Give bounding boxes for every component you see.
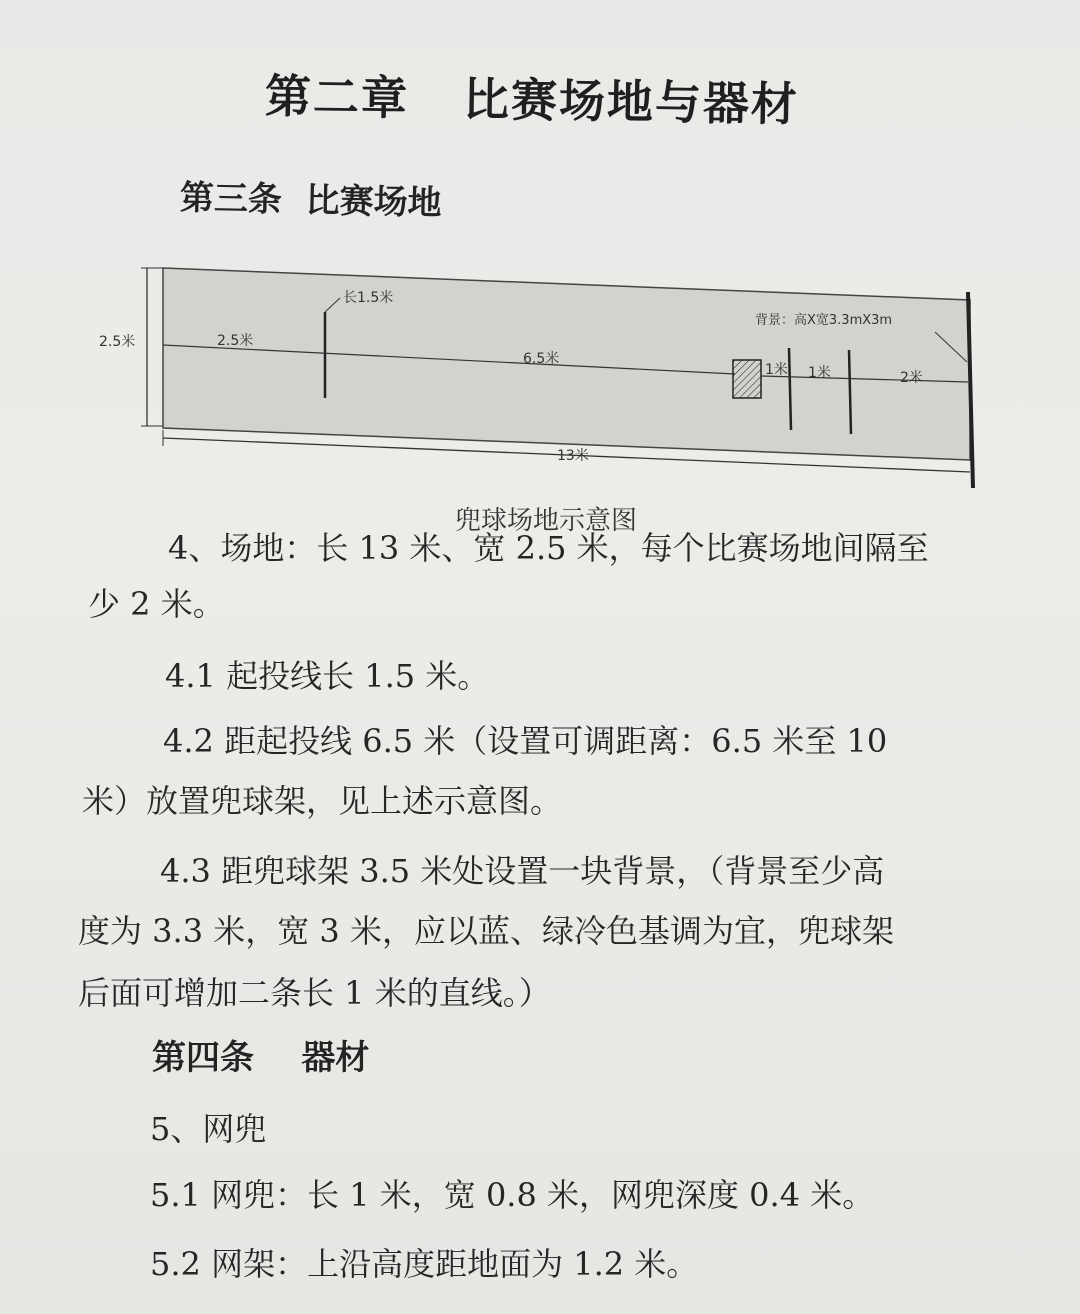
paragraph-4-line-2: 少 2 米。 — [88, 585, 225, 623]
segment-5-label: 2米 — [900, 370, 923, 386]
item-5: 5、网兜 — [150, 1110, 267, 1148]
chapter-title: 第二章 比赛场地与器材 — [264, 69, 800, 132]
segment-1-label: 2.5米 — [217, 333, 254, 349]
court-diagram — [95, 250, 1005, 490]
paragraph-4-3-line-1: 4.3 距兜球架 3.5 米处设置一块背景，（背景至少高 — [160, 852, 885, 890]
backdrop-label: 背景：高X宽3.3mX3m — [755, 313, 893, 328]
item-5-2: 5.2 网架：上沿高度距地面为 1.2 米。 — [150, 1245, 699, 1283]
segment-4-label: 1米 — [808, 365, 831, 381]
paragraph-4-2-line-2: 米）放置兜球架，见上述示意图。 — [82, 782, 563, 820]
net-frame — [733, 360, 761, 398]
paragraph-4-3-line-3: 后面可增加二条长 1 米的直线。） — [78, 974, 551, 1012]
diagram-caption: 兜球场地示意图 — [455, 506, 638, 536]
paragraph-4-2-line-1: 4.2 距起投线 6.5 米（设置可调距离：6.5 米至 10 — [163, 722, 888, 760]
article-4-title: 第四条 器材 — [152, 1038, 370, 1078]
segment-3-label: 1米 — [765, 362, 788, 378]
paragraph-4-3-line-2: 度为 3.3 米，宽 3 米，应以蓝、绿冷色基调为宜，兜球架 — [78, 912, 894, 950]
total-length-label: 13米 — [557, 448, 589, 464]
paragraph-4-1: 4.1 起投线长 1.5 米。 — [165, 657, 490, 695]
item-5-1: 5.1 网兜：长 1 米，宽 0.8 米，网兜深度 0.4 米。 — [150, 1176, 875, 1214]
throwing-line-label: 长1.5米 — [343, 290, 394, 306]
segment-2-label: 6.5米 — [523, 351, 560, 367]
court-diagram-svg — [95, 250, 1005, 490]
paragraph-4-line-1: 4、场地：长 13 米、宽 2.5 米，每个比赛场地间隔至 — [168, 529, 929, 567]
width-label: 2.5米 — [99, 334, 136, 350]
article-3-title: 第三条 比赛场地 — [179, 178, 442, 224]
